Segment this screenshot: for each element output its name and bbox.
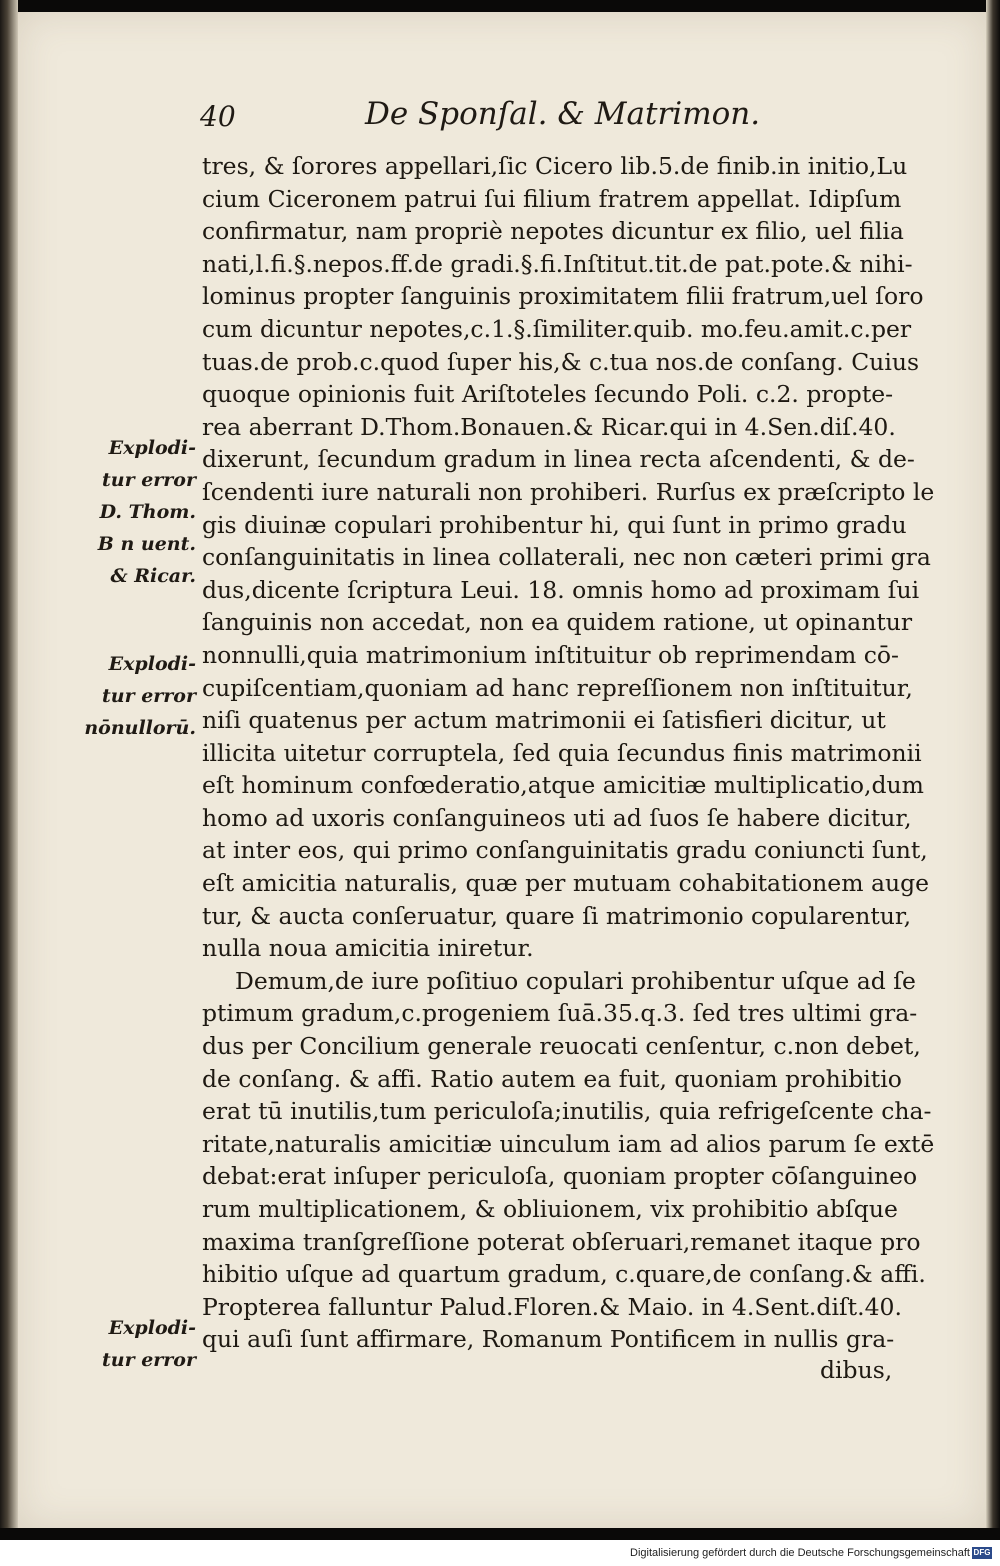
marginal-note-line: tur error [101,1349,196,1371]
text-line: rum multiplicationem, & obliuionem, vix prohibitio abſque [202,1195,898,1223]
text-line: ritate,naturalis amicitiæ uinculum iam ad alios parum ſe extē [202,1129,935,1158]
marginal-note-line: tur error [101,469,196,491]
marginal-note-2 [78,648,196,744]
text-line: lominus propter ſanguinis proximitatem filii fratrum,uel ſoro [202,282,924,311]
text-line: de conſang. & affi. Ratio autem ea fuit, quoniam prohibitio [202,1064,902,1093]
scan-right-edge [986,0,1000,1540]
marginal-note-line: tur error [101,685,196,707]
text-line: erat tū inutilis,tum periculoſa;inutilis, quia refrigeſcente cha- [202,1097,932,1126]
marginal-note-line: B n uent. [97,533,196,555]
marginal-note-line: Explodi- [108,1317,196,1339]
marginal-note-line: & Ricar. [110,565,196,587]
dfg-logo-icon: DFG [973,1548,991,1557]
marginal-note-line: Explodi- [108,437,196,459]
scan-left-edge [0,0,18,1540]
text-line: ſcendenti iure naturali non prohiberi. Rurſus ex præſcripto le [202,477,935,506]
text-line: eſt hominum confœderatio,atque amicitiæ multiplicatio,dum [202,771,924,800]
text-line: cum dicuntur nepotes,c.1.§.ſimiliter.quib. mo.feu.amit.c.per [202,314,912,343]
marginal-note-1 [78,432,196,592]
text-line: illicita uitetur corruptela, ſed quia ſecundus finis matrimonii [202,738,922,767]
text-line: dixerunt, ſecundum gradum in linea recta aſcendenti, & de- [202,445,915,474]
catchword: dibus, [820,1356,893,1384]
text-line: ſanguinis non accedat, non ea quidem ratione, ut opinantur [202,608,913,637]
text-line: nonnulli,quia matrimonium inſtituitur ob reprimendam cō- [202,640,900,669]
text-line: dus per Concilium generale reuocati cenſentur, c.non debet, [202,1032,921,1061]
marginal-note-3 [78,1312,196,1376]
page-number: 40 [200,100,236,133]
text-line: rea aberrant D.Thom.Bonauen.& Ricar.qui in 4.Sen.diſ.40. [202,412,896,441]
text-line: qui auſi ſunt affirmare, Romanum Pontificem in nullis gra- [202,1325,895,1354]
text-line: gis diuinæ copulari prohibentur hi, qui ſunt in primo gradu [202,510,907,539]
text-line: nulla noua amicitia iniretur. [202,934,534,963]
text-line: tur, & aucta conſeruatur, quare ſi matrimonio copularentur, [202,901,912,930]
text-line: quoque opinionis fuit Ariſtoteles ſecundo Poli. c.2. propte- [202,380,894,409]
text-line: cupiſcentiam,quoniam ad hanc repreſſionem non inſtituitur, [202,673,913,702]
running-head: De Sponſal. & Matrimon. [365,96,761,132]
text-line: debat:erat inſuper periculoſa, quoniam propter cōſanguineo [202,1162,918,1191]
main-text-block [202,150,950,1356]
text-line: nati,l.fi.§.nepos.ff.de gradi.§.fi.Inſtitut.tit.de pat.pote.& nihi- [202,249,913,278]
marginal-note-line: D. Thom. [99,501,196,523]
funding-credit: Digitalisierung gefördert durch die Deutsche Forschungsgemeinschaft [630,1547,970,1559]
text-line: eſt amicitia naturalis, quæ per mutuam cohabitationem auge [202,869,930,898]
text-line: Propterea falluntur Palud.Floren.& Maio. in 4.Sent.diſt.40. [202,1292,902,1321]
scan-top-border [0,0,1000,12]
text-line: maxima tranſgreſſione poterat obſeruari,remanet itaque pro [202,1227,921,1256]
text-line: cium Ciceronem patrui ſui filium fratrem appellat. Idipſum [202,184,902,213]
text-line: niſi quatenus per actum matrimonii ei ſatisfieri dicitur, ut [202,706,886,735]
marginal-note-line: nōnullorū. [84,717,196,739]
text-line: ptimum gradum,c.progeniem ſuā.35.q.3. ſed tres ultimi gra- [202,999,918,1028]
text-line: dus,dicente ſcriptura Leui. 18. omnis homo ad proximam ſui [202,575,920,604]
text-line: conſanguinitatis in linea collaterali, nec non cæteri primi gra [202,543,931,572]
text-line: confirmatur, nam propriè nepotes dicuntur ex filio, uel filia [202,217,904,246]
text-line: homo ad uxoris conſanguineos uti ad ſuos ſe habere dicitur, [202,803,912,832]
text-line: at inter eos, qui primo conſanguinitatis gradu coniuncti ſunt, [202,836,928,865]
marginal-note-line: Explodi- [108,653,196,675]
text-line: Demum,de iure poſitiuo copulari prohibentur uſque ad ſe [235,966,916,995]
text-line: tres, & ſorores appellari,ſic Cicero lib.5.de finib.in initio,Lu [202,152,908,180]
text-line: tuas.de prob.c.quod ſuper his,& c.tua nos.de conſang. Cuius [202,347,920,376]
scan-bottom-border [0,1528,1000,1540]
text-line: hibitio uſque ad quartum gradum, c.quare,de conſang.& affi. [202,1260,926,1289]
